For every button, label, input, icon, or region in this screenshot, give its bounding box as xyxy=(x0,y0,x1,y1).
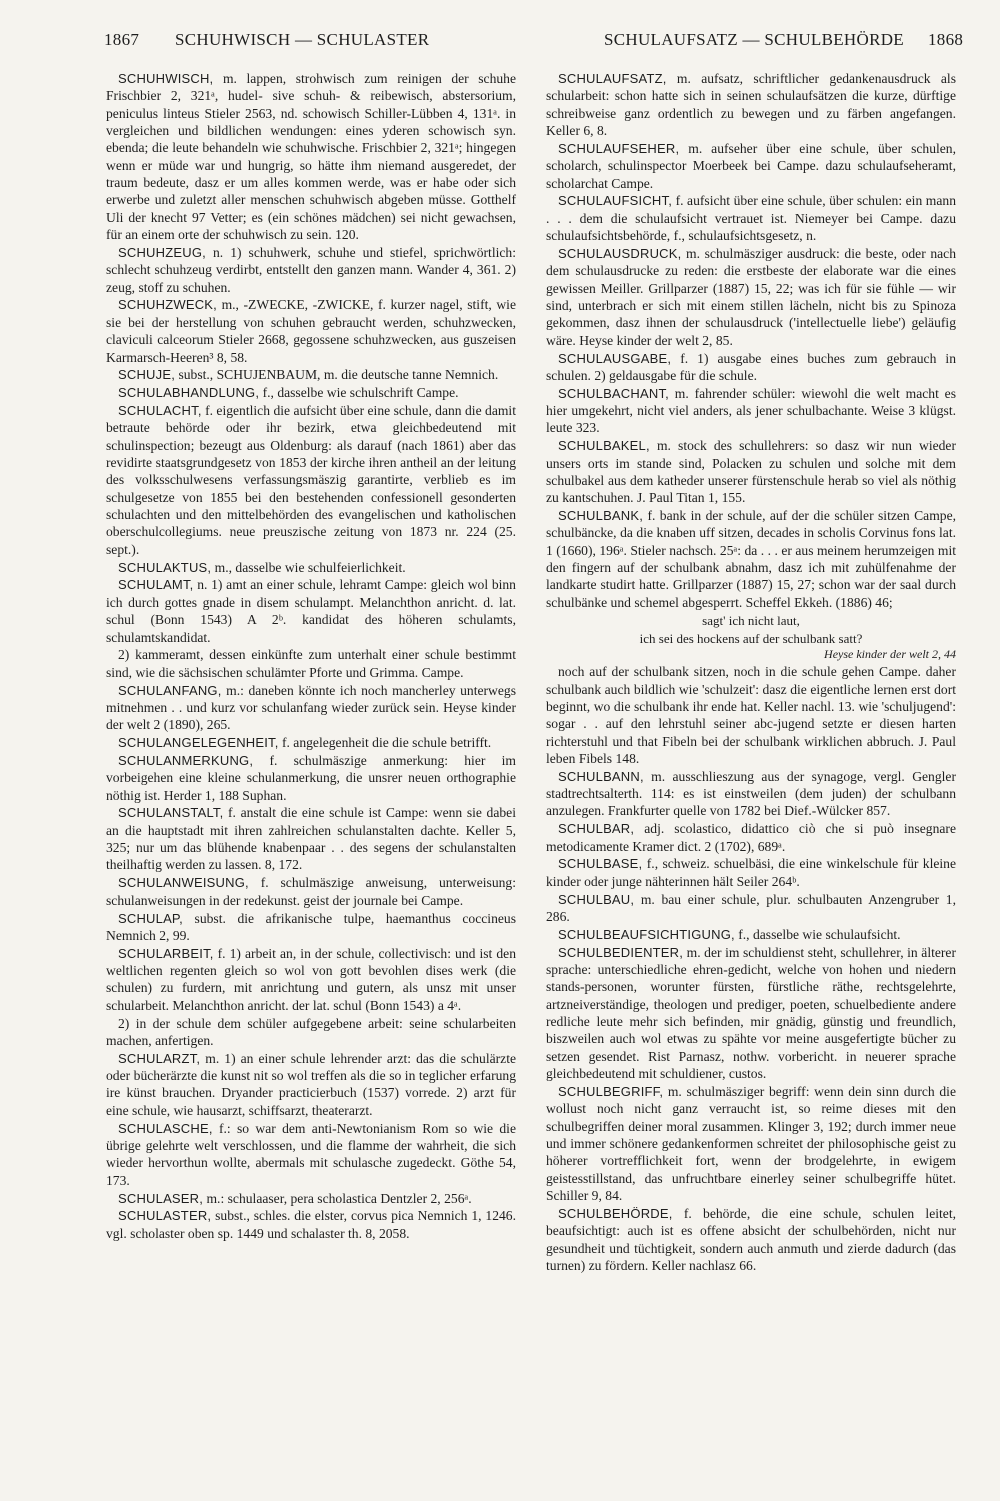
entry-text: f. anstalt die eine schule ist Campe: wenn sie dabei an die hauptstadt mit ihren zahlreichen schulanstalten dachte. Keller 5, 325; nur um das blühende knabenpaar . . des segens der schulanstalten theilhaftig werden zu lassen. 8, 172. xyxy=(106,805,516,873)
entry-headword: SCHULACHT, xyxy=(118,403,202,419)
entry-text: adj. scolastico, didattico ciò che si può insegnare metodicamente Kramer dict. 2 (1702), 689ᵃ. xyxy=(546,821,956,854)
left-page-number: 1867 xyxy=(104,30,140,49)
dictionary-entry xyxy=(546,944,956,1083)
entry-headword: SCHULASER, xyxy=(118,1190,204,1206)
right-running-title: SCHULAUFSATZ — SCHULBEHÖRDE xyxy=(604,30,904,49)
dictionary-entry xyxy=(106,1050,516,1119)
entry-text: n. 1) amt an einer schule, lehramt Campe: gleich wol binn ich durch gottes gnade in disem schulampt. Melanchthon anricht. d. lat. schul (Bonn 1543) A 2ᵇ. kandidat des höheren schulamts, schulamtskandidat. xyxy=(106,577,516,645)
entry-headword: SCHULBAR, xyxy=(558,821,635,837)
dictionary-entry xyxy=(546,140,956,192)
entry-headword: SCHULAUSDRUCK, xyxy=(558,245,682,261)
entry-text: subst., SCHUJENBAUM, m. die deutsche tanne Nemnich. xyxy=(178,367,499,383)
entry-headword: SCHULBANK, xyxy=(558,508,644,524)
entry-text: m. aufsatz, schriftlicher gedankenausdruck als schularbeit: schon hatte sich in seinen schulaufsätzen die kurze, dürftige schreibweise ganz ordentlich zu bewegen und zu färben angefangen. Keller 6, 8. xyxy=(546,71,957,139)
entry-text: f. bank in der schule, auf der die schüler sitzen Campe, schulbäncke, da die knaben uff sitzen, decades in scholis Corvinus fons lat. 1 (1660), 196ᵃ. Stieler nachsch. 25ᵃ: da . . . er aus meinem herumzeigen mit den fingern auf der schulbank abnahm, dasz ich mit zuhülfenahme der landkarte studirt hatte. Grillparzer (1887) 15, 27; schon war der saal durch schulbänke und schemel abgesperrt. Scheffel Ekkeh. (1886) 46; xyxy=(546,508,957,610)
dictionary-entry xyxy=(106,559,516,576)
entry-text: f., dasselbe wie schulschrift Campe. xyxy=(262,385,459,401)
entry-text: f. aufsicht über eine schule, über schulen: ein mann . . . dem die schulaufsicht vertrauet ist. Niemeyer bei Campe. dazu schulaufsichtsbehörde, f., schulaufsichtsgesetz, n. xyxy=(546,193,956,244)
entry-headword: SCHULASCHE, xyxy=(118,1120,213,1136)
entry-text: m.: schulaaser, pera scholastica Dentzler 2, 256ᵃ. xyxy=(206,1190,472,1206)
entry-text: f. behörde, die eine schule, schulen leitet, beaufsichtigt: auch ist es offene absicht der schulbehörden, nicht nur gesundheit und tüchtigkeit, sondern auch anmuth und zierde dadurch (das turnen) zu fördern. Keller nachlasz 66. xyxy=(546,1205,956,1273)
entry-headword: SCHULBAU, xyxy=(558,891,635,907)
entry-headword: SCHULBEDIENTER, xyxy=(558,944,684,960)
entry-headword: SCHULANFANG, xyxy=(118,682,222,698)
entry-text: f. schulmäszige anweisung, unterweisung: schulanweisungen in der redekunst. geist der journale bei Campe. xyxy=(106,875,516,908)
entry-headword: SCHULARBEIT, xyxy=(118,945,214,961)
entry-text: subst. die afrikanische tulpe, haemanthus coccineus Nemnich 2, 99. xyxy=(106,910,516,943)
dictionary-entry xyxy=(106,752,516,804)
entry-text: m. fahrender schüler: wiewohl die welt macht es hier umgekehrt, nicht viel anders, als jener schulbachante. Weise 3 klügst. leute 323. xyxy=(546,385,956,436)
entry-text: m. aufseher über eine schule, über schulen, scholarch, schulinspector Moerbeek bei Campe. dazu schulaufseheramt, scholarchat Campe. xyxy=(546,140,956,191)
entry-headword: SCHULAMT, xyxy=(118,577,194,593)
entry-text: m. ausschlieszung aus der synagoge, vergl. Gengler stadtrechtsalterth. 114: es ist einstweilen (dem juden) der schulbann anzulegen. Frankfurter quelle von 1782 bei Dief.-Wülcker 857. xyxy=(546,768,956,819)
dictionary-entry xyxy=(106,384,516,401)
dictionary-entry xyxy=(546,437,956,506)
entry-headword: SCHULARZT, xyxy=(118,1050,201,1066)
entry-text: f., dasselbe wie schulaufsicht. xyxy=(738,926,901,942)
dictionary-entry xyxy=(546,855,956,890)
entry-text: n. 1) schuhwerk, schuhe und stiefel, sprichwörtlich: schlecht schuhzeug verdirbt, entstellt den ganzen mann. Wander 4, 361. 2) zeug, stoff zu schuhen. xyxy=(106,244,516,295)
entry-headword: SCHULANGELEGENHEIT, xyxy=(118,735,279,751)
entry-headword: SCHULANWEISUNG, xyxy=(118,875,249,891)
entry-headword: SCHULASTER, xyxy=(118,1208,212,1224)
entry-headword: SCHUHZEUG, xyxy=(118,244,206,260)
entry-text: f. 1) arbeit an, in der schule, collectivisch: und ist den weltlichen regenten gleich so wol von gott bevohlen dises werk (die schulen) zu furdern, mit anrichtung und gutern, als unsz mit unser schularbeit. Melanchthon anricht. der lat. schul (Bonn 1543) a 4ᵃ. xyxy=(106,945,516,1013)
entry-text: f. 1) ausgabe eines buches zum gebrauch in schulen. 2) geldausgabe für die schule. xyxy=(546,350,956,383)
entry-headword: SCHUHZWECK, xyxy=(118,297,217,313)
entry-text: m. schulmäsziger ausdruck: die beste, oder nach dem schulausdrucke zu reden: die erstbeste der elaborate war die eines gewissen Meiller. Grillparzer (1887) 15, 22; was ich für sie fühle — wir sind, unterbrach er sich mit einem stillen lächeln, nicht bis zu Spinoza gekommen, dasz ihnen der schulausdruck ('intellectuelle liebe') geläufig wäre. Heyse kinder der welt 2, 85. xyxy=(546,245,956,348)
entry-headword: SCHULBACHANT, xyxy=(558,385,669,401)
dictionary-entry xyxy=(106,1015,516,1050)
entry-headword: SCHULABHANDLUNG, xyxy=(118,385,260,401)
dictionary-entry xyxy=(106,576,516,645)
verse-citation: Heyse kinder der welt 2, 44 xyxy=(824,647,956,662)
dictionary-entry xyxy=(546,70,956,139)
entry-headword: SCHULAUFSICHT, xyxy=(558,193,673,209)
dictionary-entry xyxy=(106,1190,516,1207)
dictionary-entry xyxy=(546,507,956,611)
entry-text: f. schulmäszige anmerkung: hier im vorbeigehen eine kleine schulanmerkung, die unsrer neuen orthographie nöthig ist. Herder 1, 188 Suphan. xyxy=(106,752,516,803)
entry-text: m. der im schuldienst steht, schullehrer, in älterer sprache: unterschiedliche ehren-gedicht, welche von hohen und niedern stands-personen, worunter fürsten, fürstliche räthe, rechtsgelehrte, artzneiverständige, theologen und prediger, poeten, schuelbediente andere redliche leute mehr sich befinden, mir gnädig, günstig und freundlich, biszweilen auch wol etwas zu spähte vor meine ausgefertigte bücher zu setzen gesendet. Rist Parnasz, nothw. vorbericht. in neuerer sprache gleichbedeutend mit schuldiener, custos. xyxy=(546,944,956,1082)
entry-headword: SCHULBASE, xyxy=(558,856,643,872)
dictionary-entry xyxy=(106,1120,516,1189)
entry-text: m. 1) an einer schule lehrender arzt: das die schulärzte oder bücherärzte die kunst nit so wol treffen als die so in teglicher erfarung ire künst brauchen. Dryander practicierbuch (1537) vorrede. 2) arzt für eine schule, wie hausarzt, schiffsarzt, theaterarzt. xyxy=(106,1050,517,1118)
dictionary-entry xyxy=(546,245,956,349)
entry-headword: SCHULBEAUFSICHTIGUNG, xyxy=(558,926,735,942)
entry-headword: SCHULANMERKUNG, xyxy=(118,752,254,768)
dictionary-entry xyxy=(106,70,516,243)
entry-text: 2) kammeramt, dessen einkünfte zum unterhalt einer schule bestimmt sind, wie die sächsischen schulämter Pforte und Grimma. Campe. xyxy=(106,647,516,680)
right-column xyxy=(546,70,956,1275)
entry-headword: SCHULBAKEL, xyxy=(558,438,650,454)
dictionary-entry xyxy=(106,366,516,383)
dictionary-entry xyxy=(106,402,516,558)
entry-headword: SCHULBANN, xyxy=(558,768,644,784)
entry-text: m. lappen, strohwisch zum reinigen der schuhe Frischbier 2, 321ᵃ, hudel- sive schuh- & reibewisch, abstersorium, peniculus linteus Stieler 2563, nd. schowisch Schiller-Lübben 4, 131ᵃ. in vergleichen und bildlichen wendungen: eines yderen schowisch syn. ebenda; die leute behandeln wie schuhwische. Frischbier 2, 321ᵃ; hingegen wenn er müde war und hungrig, so hätte ihm niemand ausgeredet, der traum bedeute, dasz er um alles kommen werde, was er habe oder sich erwerbe und zuletzt aller menschen schuhwisch abgeben müsse. Gotthelf Uli der knecht 97 Vetter; es (ein schönes mädchen) sei nicht gewachsen, für an einem orte der schuhwisch zu sein. 120. xyxy=(106,71,516,243)
entry-headword: SCHULAKTUS, xyxy=(118,559,212,575)
entry-headword: SCHUJE, xyxy=(118,367,176,383)
dictionary-entry xyxy=(546,768,956,820)
entry-text: subst., schles. die elster, corvus pica Nemnich 1, 1246. vgl. scholaster oben sp. 1449 und schalaster th. 8, 2058. xyxy=(106,1208,516,1241)
entry-headword: SCHUHWISCH, xyxy=(118,71,214,86)
entry-text: m.: daneben könnte ich noch mancherley unterwegs mitnehmen . . und kurz vor schulanfang wieder zurück sein. Heyse kinder der welt 2 (1890), 265. xyxy=(106,682,516,733)
entry-headword: SCHULAUFSEHER, xyxy=(558,140,680,156)
dictionary-entry xyxy=(546,663,956,767)
entry-text: f.: so war dem anti-Newtonianism Rom so wie die übrige gelehrte welt verschlossen, und die flamme der wahrheit, die sich wieder hervorthun wollte, abermals mit schulasche zugedeckt. Göthe 54, 173. xyxy=(106,1120,516,1188)
entry-headword: SCHULBEGRIFF, xyxy=(558,1083,664,1099)
left-column xyxy=(106,70,516,1243)
entry-headword: SCHULBEHÖRDE, xyxy=(558,1205,673,1221)
entry-text: m. schulmäsziger begriff: wenn dein sinn durch die wollust noch nicht ganz verraucht ist, so reime dieses mit den schulbegriffen deiner moral zusammen. Klinger 3, 192; durch immer neue und immer schönere gedankenformen schreitet der philosophische geist zu höherer vortrefflichkeit fort, wenn der brodgelehrte, in ewigem geistesstillstand, das unfruchtbare einerley seiner schulbegriffe hütet. Schiller 9, 84. xyxy=(546,1083,956,1203)
dictionary-entry xyxy=(106,1207,516,1242)
dictionary-entry xyxy=(106,296,516,365)
dictionary-entry xyxy=(546,1205,956,1274)
entry-text: m. stock des schullehrers: so dasz wir nun wieder unsers orts im stande sind, Polacken zu schulen und solche mit dem schulbakel aus dem katheder unserer fürstenschule herab so viel als nöthig zu kantschuhen. J. Paul Titan 1, 155. xyxy=(546,438,956,506)
right-entries-top xyxy=(546,70,956,611)
dictionary-entry xyxy=(106,682,516,734)
verse-line-2: ich sei des hockens auf der schulbank satt? xyxy=(639,631,863,647)
dictionary-entry xyxy=(106,734,516,751)
dictionary-entry xyxy=(106,646,516,681)
dictionary-entry xyxy=(546,891,956,926)
entry-text: m., dasselbe wie schulfeierlichkeit. xyxy=(214,559,406,575)
entry-text: m. bau einer schule, plur. schulbauten Anzengruber 1, 286. xyxy=(546,891,956,924)
dictionary-entry xyxy=(546,820,956,855)
entry-headword: SCHULAP, xyxy=(118,910,183,926)
right-entries-bottom xyxy=(546,663,956,1274)
left-running-title: SCHUHWISCH — SCHULASTER xyxy=(175,30,430,49)
dictionary-entry xyxy=(106,874,516,909)
right-page-number: 1868 xyxy=(928,30,964,49)
entry-text: f., schweiz. schuelbäsi, die eine winkelschule für kleine kinder oder junge nähterinnen hält Seiler 264ᵇ. xyxy=(546,856,956,889)
dictionary-entry xyxy=(546,192,956,244)
dictionary-entry xyxy=(106,804,516,873)
entry-headword: SCHULAUFSATZ, xyxy=(558,71,667,86)
entry-headword: SCHULAUSGABE, xyxy=(558,350,672,366)
dictionary-entry xyxy=(546,350,956,385)
dictionary-entry xyxy=(546,926,956,943)
verse-line-1: sagt' ich nicht laut, xyxy=(702,613,800,629)
entry-text: f. angelegenheit die die schule betrifft. xyxy=(281,735,492,751)
verse-quote xyxy=(546,613,956,661)
entry-text: 2) in der schule dem schüler aufgegebene arbeit: seine schularbeiten machen, anfertigen. xyxy=(106,1015,516,1048)
dictionary-entry xyxy=(106,244,516,296)
entry-text: noch auf der schulbank sitzen, noch in die schule gehen Campe. daher schulbank auch bildlich wie 'schulzeit': dasz die eigentliche lernen erst dort beginnt, wo die schulbank ihr ende hat. Keller nachl. 13. wie 'schuljugend': sogar . . auf den lehrstuhl seiner abc-jugend setzte er diesen harten richterstuhl und that Fibeln bei der schulbank wirklichen abbruch. J. Paul leben Fibels 148. xyxy=(546,664,956,766)
dictionary-entry xyxy=(546,385,956,437)
entry-headword: SCHULANSTALT, xyxy=(118,805,224,821)
dictionary-entry xyxy=(106,945,516,1014)
dictionary-entry xyxy=(546,1083,956,1204)
dictionary-entry xyxy=(106,910,516,945)
entry-text: m., -ZWECKE, -ZWICKE, f. kurzer nagel, stift, wie sie bei der herstellung von schuhen gebraucht werden, schuhzwecken, claviculi calceorum Stieler 2668, gegossene schuhzwecken, aus guszeisen Karmarsch-Heeren³ 8, 58. xyxy=(106,297,516,365)
entry-text: f. eigentlich die aufsicht über eine schule, dann die damit betraute behörde oder ihr bezirk, etwa gleichbedeutend mit schulinspection; bezeugt aus Oldenburg: als darauf (nach 1861) aber das revidirte staatsgrundgesetz von 1853 der kirche ihren antheil an der leitung des volksschulwesens verfassungsmäszig garantirte, verblieb es im schulgesetze von 1855 bei den bestehenden confessionell gesonderten schulachten und den mittelbehörden des evangelischen und katholischen oberschulcollegiums. neue preuszische zeitung von 1873 nr. 224 (25. sept.). xyxy=(106,403,516,557)
